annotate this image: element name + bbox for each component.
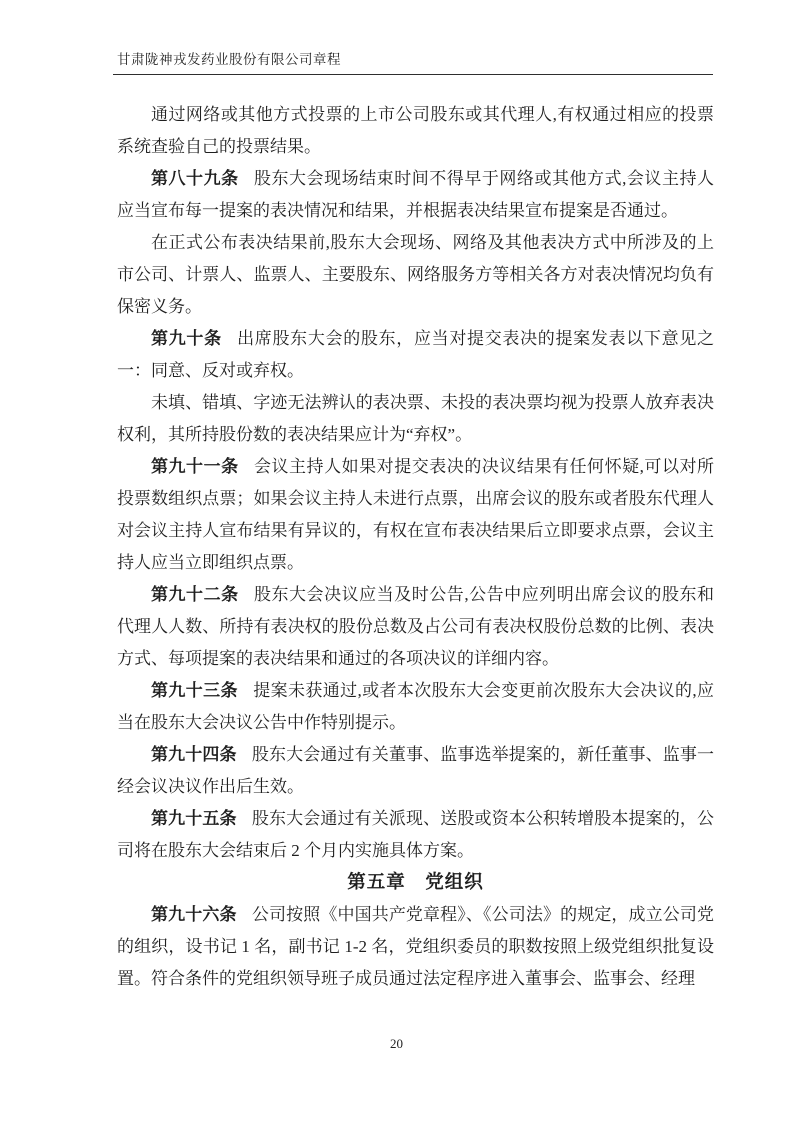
paragraph xyxy=(117,387,714,451)
paragraph xyxy=(117,227,714,323)
article-number: 第九十一条 xyxy=(151,457,239,476)
paragraph-text: 股东大会现场结束时间不得早于网络或其他方式,会议主持人应当宣布每一提案的表决情况和结果，并根据表决结果宣布提案是否通过。 xyxy=(117,169,715,220)
paragraph-text: 股东大会决议应当及时公告,公告中应列明出席会议的股东和代理人人数、所持有表决权的股份总数及占公司有表决权股份总数的比例、表决方式、每项提案的表决结果和通过的各项决议的详细内容。 xyxy=(117,585,715,668)
article-number: 第九十五条 xyxy=(151,809,237,828)
paragraph-text: 股东大会通过有关派现、送股或资本公积转增股本提案的，公司将在股东大会结束后 2 个月内实施具体方案。 xyxy=(117,809,715,860)
document-body xyxy=(117,99,714,995)
article-number: 第九十四条 xyxy=(151,745,237,764)
article-number: 第九十条 xyxy=(151,329,222,348)
page-footer xyxy=(0,1036,793,1052)
paragraph xyxy=(117,579,714,675)
paragraph-text: 未填、错填、字迹无法辨认的表决票、未投的表决票均视为投票人放弃表决权利，其所持股份数的表决结果应计为“弃权”。 xyxy=(117,393,714,444)
page-header xyxy=(113,48,713,75)
paragraph xyxy=(117,899,714,995)
paragraph xyxy=(117,451,714,579)
paragraph xyxy=(117,739,714,803)
paragraph-text: 公司按照《中国共产党章程》、《公司法》的规定，成立公司党的组织，设书记 1 名，副书记 1-2 名，党组织委员的职数按照上级党组织批复设置。符合条件的党组织领导班子成员通过法定程序进入董事会、监事会、经理 xyxy=(117,905,715,988)
page-number: 20 xyxy=(390,1036,403,1051)
paragraph xyxy=(117,323,714,387)
article-number: 第九十二条 xyxy=(151,585,239,604)
article-number: 第八十九条 xyxy=(151,169,239,188)
paragraph xyxy=(117,163,714,227)
paragraph xyxy=(117,675,714,739)
paragraph-text: 提案未获通过,或者本次股东大会变更前次股东大会决议的,应当在股东大会决议公告中作特别提示。 xyxy=(117,681,715,732)
paragraph-text: 出席股东大会的股东，应当对提交表决的提案发表以下意见之一：同意、反对或弃权。 xyxy=(117,329,715,380)
paragraph-text: 通过网络或其他方式投票的上市公司股东或其代理人,有权通过相应的投票系统查验自己的投票结果。 xyxy=(117,105,714,156)
paragraph-text: 会议主持人如果对提交表决的决议结果有任何怀疑,可以对所投票数组织点票；如果会议主持人未进行点票，出席会议的股东或者股东代理人对会议主持人宣布结果有异议的，有权在宣布表决结果后立即要求点票，会议主持人应当立即组织点票。 xyxy=(117,457,715,572)
paragraph xyxy=(117,99,714,163)
header-title: 甘肃陇神戎发药业股份有限公司章程 xyxy=(117,52,341,67)
chapter-heading: 第五章 党组织 xyxy=(347,873,484,893)
paragraph-text: 在正式公布表决结果前,股东大会现场、网络及其他表决方式中所涉及的上市公司、计票人、监票人、主要股东、网络服务方等相关各方对表决情况均负有保密义务。 xyxy=(117,233,714,316)
article-number: 第九十六条 xyxy=(151,905,237,924)
paragraph xyxy=(117,803,714,867)
paragraph-text: 股东大会通过有关董事、监事选举提案的，新任董事、监事一经会议决议作出后生效。 xyxy=(117,745,715,796)
article-number: 第九十三条 xyxy=(151,681,238,700)
